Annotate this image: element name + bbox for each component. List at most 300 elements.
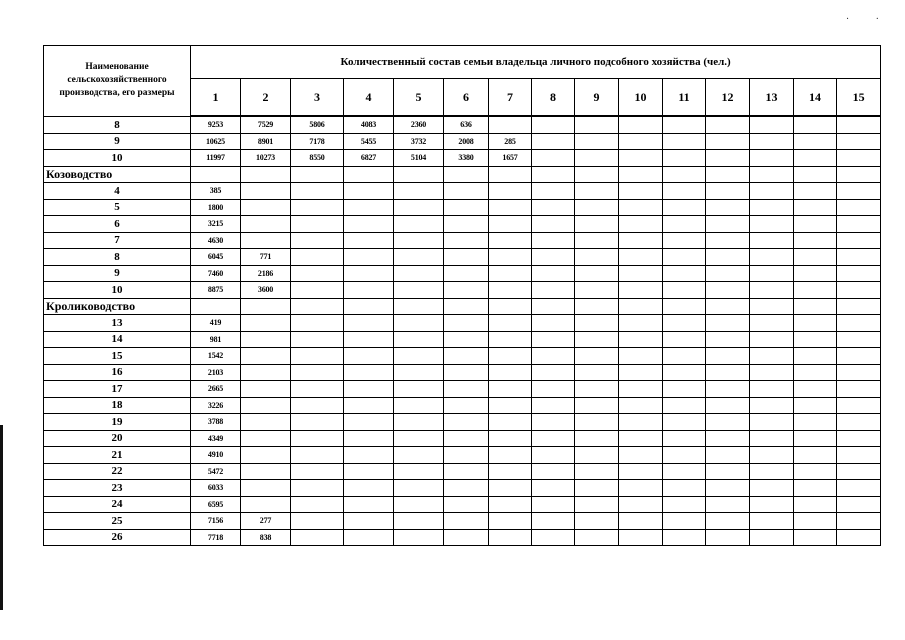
table-cell: 7178 <box>291 133 344 150</box>
table-cell <box>794 216 837 233</box>
table-cell <box>344 496 394 513</box>
table-cell <box>750 364 794 381</box>
table-cell <box>532 414 575 431</box>
table-cell <box>575 183 619 200</box>
table-cell <box>291 166 344 183</box>
table-cell <box>706 480 750 497</box>
section-row <box>44 298 881 315</box>
table-cell <box>489 480 532 497</box>
table-cell <box>575 199 619 216</box>
row-size-label: 6 <box>44 216 191 233</box>
table-cell <box>794 116 837 133</box>
table-cell <box>663 249 706 266</box>
table-cell <box>750 348 794 365</box>
table-cell <box>619 397 663 414</box>
table-cell <box>532 265 575 282</box>
column-number-header: 11 <box>663 79 706 117</box>
table-cell <box>291 513 344 530</box>
table-cell <box>837 348 881 365</box>
table-cell <box>241 331 291 348</box>
table-cell <box>663 397 706 414</box>
table-cell <box>794 430 837 447</box>
table-cell: 1800 <box>191 199 241 216</box>
table-cell <box>291 315 344 332</box>
table-cell: 385 <box>191 183 241 200</box>
table-cell <box>444 414 489 431</box>
table-cell <box>489 348 532 365</box>
table-cell <box>291 282 344 299</box>
table-cell <box>837 166 881 183</box>
table-row <box>44 496 881 513</box>
table-cell <box>794 183 837 200</box>
column-number-header: 3 <box>291 79 344 117</box>
table-cell <box>750 133 794 150</box>
table-cell <box>619 183 663 200</box>
table-cell <box>750 381 794 398</box>
table-cell: 838 <box>241 529 291 546</box>
table-cell <box>532 397 575 414</box>
table-cell <box>750 496 794 513</box>
table-cell <box>837 216 881 233</box>
table-row <box>44 414 881 431</box>
table-cell: 7718 <box>191 529 241 546</box>
table-cell: 3788 <box>191 414 241 431</box>
table-cell <box>706 414 750 431</box>
table-cell <box>837 397 881 414</box>
table-cell: 8875 <box>191 282 241 299</box>
table-cell <box>394 381 444 398</box>
table-cell <box>706 199 750 216</box>
table-cell <box>489 199 532 216</box>
table-cell <box>532 364 575 381</box>
table-cell <box>619 298 663 315</box>
row-size-label: 26 <box>44 529 191 546</box>
table-cell <box>344 331 394 348</box>
table-cell <box>750 513 794 530</box>
table-cell <box>394 216 444 233</box>
table-cell <box>489 430 532 447</box>
table-cell <box>663 150 706 167</box>
row-size-label: 20 <box>44 430 191 447</box>
table-cell <box>619 381 663 398</box>
table-cell <box>619 133 663 150</box>
table-cell <box>837 381 881 398</box>
table-cell <box>444 199 489 216</box>
table-cell: 5104 <box>394 150 444 167</box>
table-cell <box>344 447 394 464</box>
table-cell <box>291 463 344 480</box>
table-cell <box>291 249 344 266</box>
table-cell <box>619 529 663 546</box>
table-cell <box>489 513 532 530</box>
table-cell <box>837 430 881 447</box>
table-cell <box>489 298 532 315</box>
table-cell <box>394 232 444 249</box>
table-cell <box>837 298 881 315</box>
table-cell <box>750 183 794 200</box>
table-cell <box>291 298 344 315</box>
table-cell <box>291 496 344 513</box>
table-row <box>44 480 881 497</box>
table-cell <box>291 381 344 398</box>
table-cell <box>444 364 489 381</box>
table-cell <box>619 463 663 480</box>
table-cell <box>575 397 619 414</box>
table-cell <box>837 414 881 431</box>
table-row <box>44 199 881 216</box>
table-cell <box>444 265 489 282</box>
row-size-label: 8 <box>44 116 191 133</box>
table-cell <box>706 364 750 381</box>
table-cell <box>191 166 241 183</box>
table-cell <box>706 529 750 546</box>
table-cell <box>837 331 881 348</box>
table-cell <box>706 282 750 299</box>
table-cell <box>750 298 794 315</box>
table-cell <box>619 496 663 513</box>
table-cell <box>394 447 444 464</box>
table-cell <box>344 166 394 183</box>
table-row <box>44 183 881 200</box>
column-number-header: 7 <box>489 79 532 117</box>
table-cell <box>750 447 794 464</box>
table-cell <box>532 480 575 497</box>
table-cell <box>794 463 837 480</box>
table-cell: 10273 <box>241 150 291 167</box>
table-cell <box>837 463 881 480</box>
table-cell <box>444 381 489 398</box>
table-cell <box>444 513 489 530</box>
table-cell <box>706 496 750 513</box>
header-left-label: Наименование сельскохозяйственного производства, его размеры <box>44 46 191 117</box>
table-cell <box>794 133 837 150</box>
table-cell <box>241 298 291 315</box>
table-cell <box>663 529 706 546</box>
table-cell: 10625 <box>191 133 241 150</box>
table-cell <box>394 199 444 216</box>
table-cell <box>706 298 750 315</box>
table-cell <box>575 480 619 497</box>
table-cell <box>794 496 837 513</box>
row-size-label: 25 <box>44 513 191 530</box>
table-cell <box>837 364 881 381</box>
table-cell: 277 <box>241 513 291 530</box>
table-cell <box>191 298 241 315</box>
row-size-label: 15 <box>44 348 191 365</box>
table-cell: 3380 <box>444 150 489 167</box>
table-cell: 3600 <box>241 282 291 299</box>
table-cell <box>575 447 619 464</box>
table-cell: 11997 <box>191 150 241 167</box>
table-cell: 8550 <box>291 150 344 167</box>
table-cell: 5806 <box>291 116 344 133</box>
table-cell <box>532 430 575 447</box>
table-cell <box>532 133 575 150</box>
table-cell <box>619 216 663 233</box>
table-row <box>44 282 881 299</box>
table-cell <box>489 414 532 431</box>
table-row <box>44 150 881 167</box>
table-cell <box>291 364 344 381</box>
table-cell: 8901 <box>241 133 291 150</box>
section-row <box>44 166 881 183</box>
table-cell <box>241 480 291 497</box>
table-cell <box>837 265 881 282</box>
table-cell <box>394 348 444 365</box>
table-cell <box>575 265 619 282</box>
table-cell <box>663 282 706 299</box>
table-cell <box>532 232 575 249</box>
table-cell <box>575 116 619 133</box>
table-cell <box>394 364 444 381</box>
table-cell <box>794 166 837 183</box>
table-row <box>44 265 881 282</box>
table-cell <box>291 199 344 216</box>
table-cell <box>444 529 489 546</box>
table-cell <box>532 183 575 200</box>
table-cell <box>241 183 291 200</box>
table-cell <box>663 199 706 216</box>
table-cell <box>344 249 394 266</box>
table-cell <box>619 447 663 464</box>
table-cell <box>837 183 881 200</box>
table-cell <box>344 463 394 480</box>
table-cell <box>750 463 794 480</box>
table-row <box>44 249 881 266</box>
table-cell <box>532 199 575 216</box>
table-cell <box>241 447 291 464</box>
table-cell <box>663 216 706 233</box>
table-cell <box>575 381 619 398</box>
table-cell <box>663 183 706 200</box>
table-cell <box>575 496 619 513</box>
table-row <box>44 447 881 464</box>
table-cell <box>489 397 532 414</box>
table-cell <box>663 513 706 530</box>
table-cell <box>663 116 706 133</box>
table-cell <box>444 480 489 497</box>
table-cell <box>489 381 532 398</box>
table-cell <box>489 331 532 348</box>
table-cell: 285 <box>489 133 532 150</box>
table-cell <box>444 216 489 233</box>
table-cell <box>489 463 532 480</box>
table-cell <box>344 480 394 497</box>
section-label: Козоводство <box>44 166 191 183</box>
table-cell <box>291 529 344 546</box>
column-number-header: 10 <box>619 79 663 117</box>
table-cell <box>575 513 619 530</box>
table-cell: 2103 <box>191 364 241 381</box>
table-cell <box>575 315 619 332</box>
table-cell <box>344 430 394 447</box>
table-cell <box>750 265 794 282</box>
table-cell <box>794 282 837 299</box>
table-cell: 6045 <box>191 249 241 266</box>
table-cell <box>706 315 750 332</box>
table-cell <box>575 364 619 381</box>
table-cell <box>706 348 750 365</box>
row-size-label: 23 <box>44 480 191 497</box>
table-cell <box>394 480 444 497</box>
table-cell <box>706 183 750 200</box>
table-cell <box>794 414 837 431</box>
table-cell <box>663 298 706 315</box>
table-cell <box>619 430 663 447</box>
table-cell <box>532 529 575 546</box>
table-cell <box>750 430 794 447</box>
table-cell: 3732 <box>394 133 444 150</box>
table-cell <box>489 183 532 200</box>
section-label: Кролиководство <box>44 298 191 315</box>
table-row <box>44 315 881 332</box>
column-number-header: 6 <box>444 79 489 117</box>
table-cell <box>706 447 750 464</box>
table-row <box>44 397 881 414</box>
table-cell <box>532 348 575 365</box>
table-cell <box>444 315 489 332</box>
table-cell <box>489 447 532 464</box>
table-cell <box>241 348 291 365</box>
column-number-header: 12 <box>706 79 750 117</box>
table-cell: 2008 <box>444 133 489 150</box>
table-cell <box>837 529 881 546</box>
table-row <box>44 216 881 233</box>
table-cell <box>706 232 750 249</box>
table-cell: 636 <box>444 116 489 133</box>
row-size-label: 5 <box>44 199 191 216</box>
table-cell <box>241 397 291 414</box>
table-cell <box>575 216 619 233</box>
table-cell <box>837 315 881 332</box>
table-cell: 6033 <box>191 480 241 497</box>
table-cell <box>394 414 444 431</box>
table-cell <box>619 480 663 497</box>
table-cell <box>344 298 394 315</box>
table-cell: 6827 <box>344 150 394 167</box>
table-cell <box>794 513 837 530</box>
table-cell <box>575 232 619 249</box>
table-cell: 3215 <box>191 216 241 233</box>
table-cell <box>750 315 794 332</box>
table-cell <box>291 331 344 348</box>
column-number-header: 14 <box>794 79 837 117</box>
table-cell <box>394 513 444 530</box>
table-cell <box>619 364 663 381</box>
table-cell <box>291 480 344 497</box>
table-row <box>44 364 881 381</box>
table-cell <box>750 150 794 167</box>
table-cell <box>489 364 532 381</box>
table-cell <box>794 364 837 381</box>
table-cell <box>750 331 794 348</box>
table-cell <box>394 249 444 266</box>
table-cell <box>837 496 881 513</box>
table-cell: 2186 <box>241 265 291 282</box>
table-cell <box>750 116 794 133</box>
table-cell <box>241 199 291 216</box>
table-cell <box>663 430 706 447</box>
table-cell <box>444 463 489 480</box>
table-cell <box>241 414 291 431</box>
table-cell <box>532 513 575 530</box>
table-cell <box>444 331 489 348</box>
table-cell <box>241 232 291 249</box>
table-cell <box>532 496 575 513</box>
table-cell <box>706 381 750 398</box>
table-cell <box>706 430 750 447</box>
table-cell <box>750 166 794 183</box>
table-cell <box>837 480 881 497</box>
table-cell <box>444 348 489 365</box>
table-cell <box>444 282 489 299</box>
table-cell: 981 <box>191 331 241 348</box>
table-cell <box>241 315 291 332</box>
row-size-label: 4 <box>44 183 191 200</box>
table-cell <box>706 463 750 480</box>
table-cell <box>394 282 444 299</box>
table-cell <box>663 166 706 183</box>
table-cell <box>619 331 663 348</box>
table-cell <box>837 232 881 249</box>
table-cell <box>575 249 619 266</box>
table-cell <box>663 232 706 249</box>
table-cell <box>394 331 444 348</box>
table-cell <box>241 430 291 447</box>
table-cell: 771 <box>241 249 291 266</box>
table-cell <box>444 298 489 315</box>
table-cell <box>489 249 532 266</box>
table-cell <box>241 496 291 513</box>
column-number-header: 4 <box>344 79 394 117</box>
table-cell <box>575 298 619 315</box>
table-cell: 4910 <box>191 447 241 464</box>
column-number-header: 15 <box>837 79 881 117</box>
column-number-header: 13 <box>750 79 794 117</box>
table-cell <box>794 348 837 365</box>
table-cell <box>532 381 575 398</box>
row-size-label: 14 <box>44 331 191 348</box>
table-cell <box>619 282 663 299</box>
table-cell <box>706 116 750 133</box>
table-cell <box>794 381 837 398</box>
table-cell <box>750 249 794 266</box>
table-cell <box>444 183 489 200</box>
table-cell <box>291 447 344 464</box>
table-row <box>44 348 881 365</box>
table-cell: 4349 <box>191 430 241 447</box>
table-cell <box>532 249 575 266</box>
table-cell <box>444 249 489 266</box>
table-cell <box>575 529 619 546</box>
table-cell <box>794 265 837 282</box>
table-cell <box>619 315 663 332</box>
table-cell <box>619 116 663 133</box>
table-cell <box>706 166 750 183</box>
table-cell <box>241 216 291 233</box>
table-cell <box>344 513 394 530</box>
row-size-label: 7 <box>44 232 191 249</box>
column-number-header: 9 <box>575 79 619 117</box>
table-cell <box>750 199 794 216</box>
row-size-label: 24 <box>44 496 191 513</box>
table-row <box>44 430 881 447</box>
table-cell <box>750 232 794 249</box>
row-size-label: 19 <box>44 414 191 431</box>
table-cell: 4083 <box>344 116 394 133</box>
table-cell: 1542 <box>191 348 241 365</box>
table-row <box>44 331 881 348</box>
